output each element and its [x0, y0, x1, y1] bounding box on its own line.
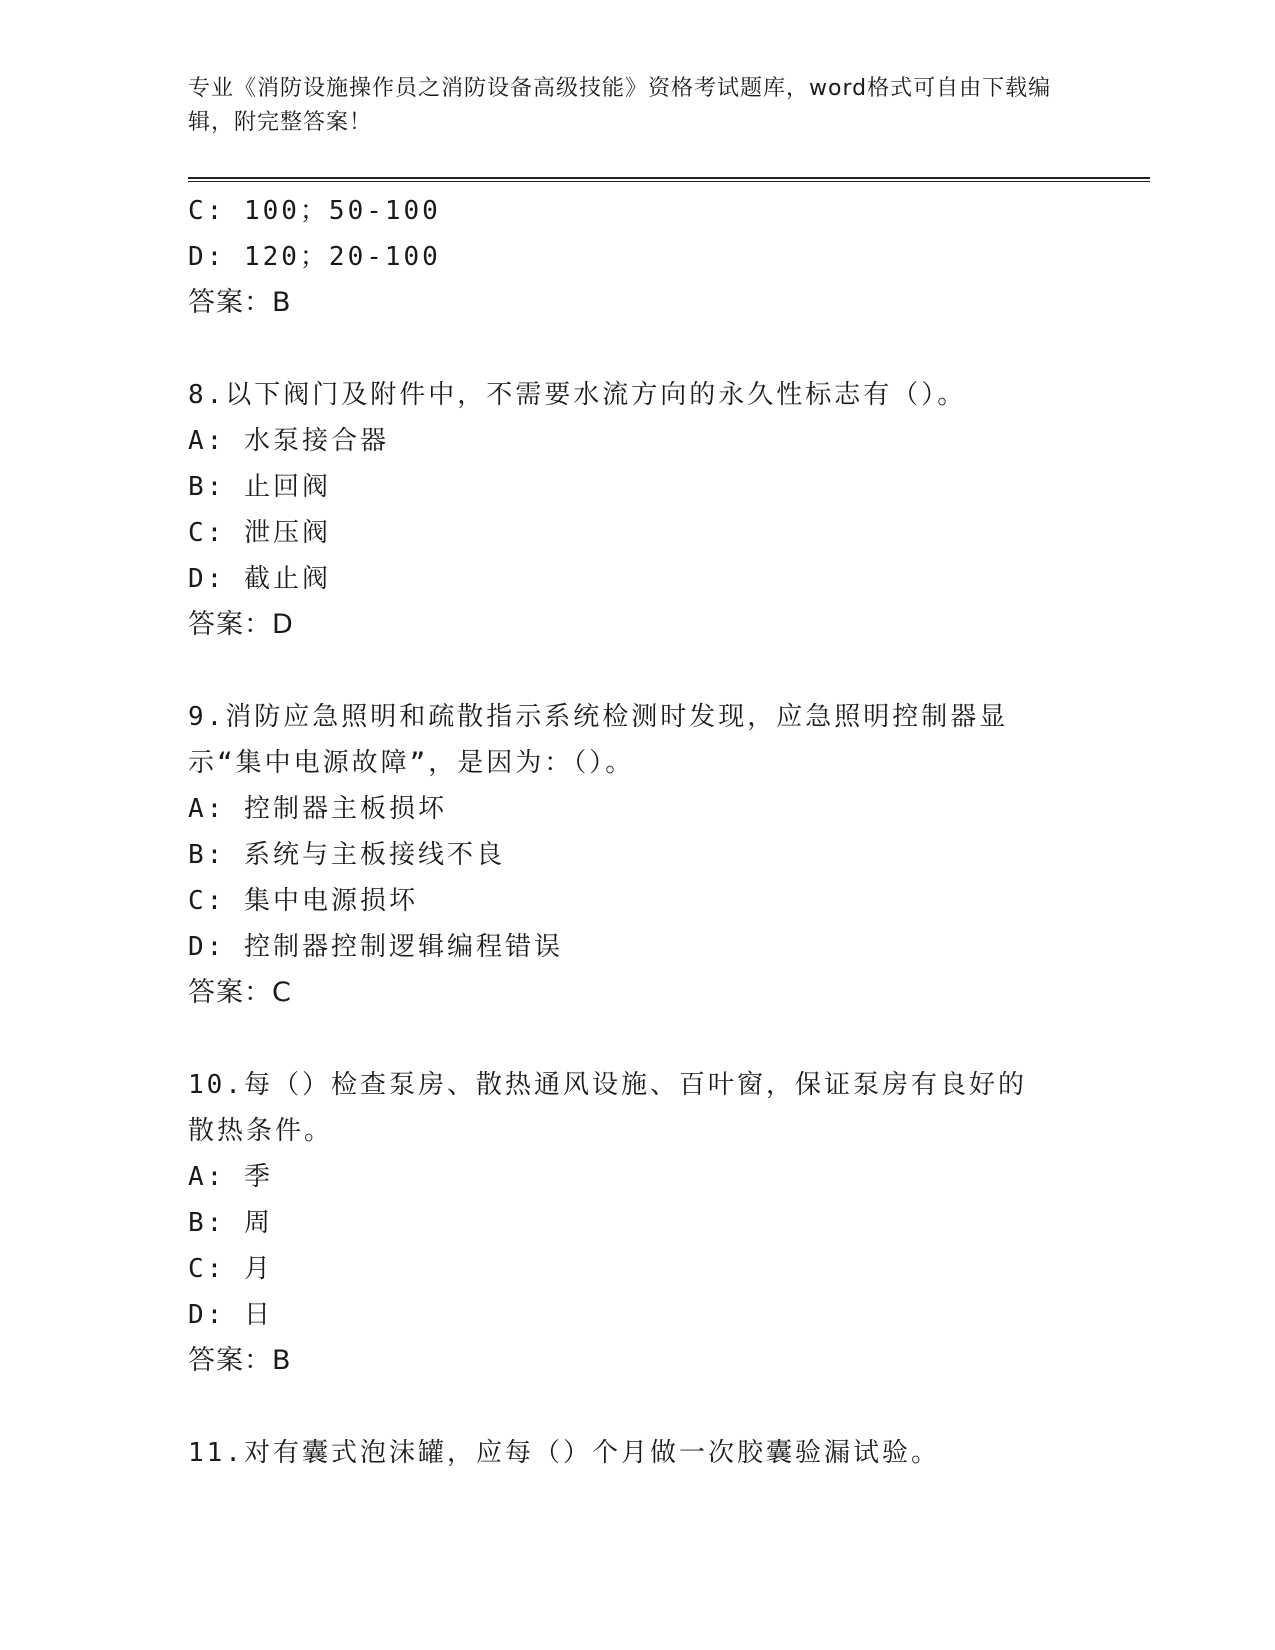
continued-question [188, 188, 1088, 326]
question-9 [188, 694, 1088, 1016]
question-content [188, 188, 1088, 1476]
answer: 答案：B [188, 287, 292, 318]
spacer [188, 1384, 1088, 1430]
option-c: C: 100；50-100 [188, 196, 441, 226]
option-c: C: 集中电源损坏 [188, 886, 418, 916]
question-stem: 11.对有囊式泡沫罐，应每（）个月做一次胶囊验漏试验。 [188, 1438, 940, 1468]
option-d: D: 日 [188, 1300, 273, 1330]
question-stem: 8.以下阀门及附件中，不需要水流方向的永久性标志有（）。 [188, 380, 967, 410]
option-a: A: 季 [188, 1162, 273, 1192]
question-stem: 10.每（）检查泵房、散热通风设施、百叶窗，保证泵房有良好的散热条件。 [188, 1070, 1027, 1146]
spacer [188, 648, 1088, 694]
answer: 答案：B [188, 1345, 292, 1376]
question-10 [188, 1062, 1088, 1384]
option-b: B: 周 [188, 1208, 273, 1238]
answer: 答案：D [188, 609, 294, 640]
option-d: D: 截止阀 [188, 564, 331, 594]
option-c: C: 月 [188, 1254, 273, 1284]
spacer [188, 326, 1088, 372]
page-header: 专业《消防设施操作员之消防设备高级技能》资格考试题库，word格式可自由下载编辑，附完整答案！ [188, 76, 1052, 135]
option-b: B: 系统与主板接线不良 [188, 840, 505, 870]
option-d: D: 120；20-100 [188, 242, 441, 272]
question-8 [188, 372, 1088, 648]
option-d: D: 控制器控制逻辑编程错误 [188, 932, 563, 962]
option-c: C: 泄压阀 [188, 518, 331, 548]
question-stem: 9.消防应急照明和疏散指示系统检测时发现，应急照明控制器显示“集中电源故障”，是因为：（）。 [188, 702, 1009, 778]
answer: 答案：C [188, 977, 292, 1008]
question-11 [188, 1430, 1088, 1476]
option-a: A: 控制器主板损坏 [188, 794, 447, 824]
option-b: B: 止回阀 [188, 472, 331, 502]
header-rule [188, 177, 1150, 182]
spacer [188, 1016, 1088, 1062]
option-a: A: 水泵接合器 [188, 426, 389, 456]
